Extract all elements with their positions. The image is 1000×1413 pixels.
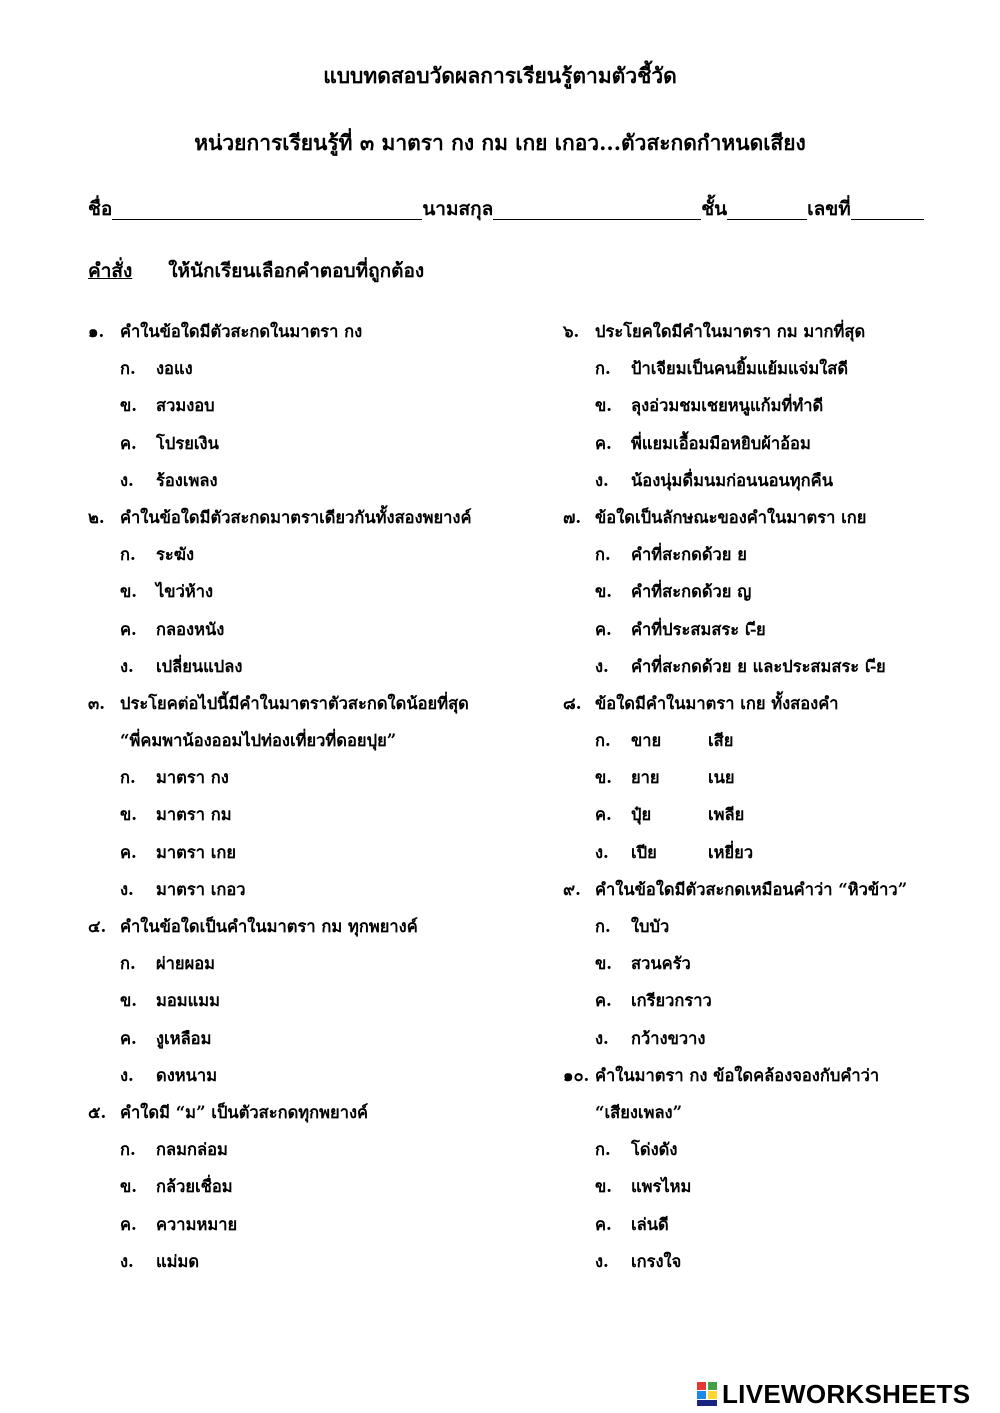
option-8-b[interactable]: ข. ยาย เนย	[595, 768, 735, 788]
option-6-b[interactable]: ข. ลุงอ่วมชมเชยหนูแก้มที่ทำดี	[595, 396, 824, 416]
questions-left-column	[88, 313, 538, 1280]
question-8	[563, 685, 983, 722]
question-6	[563, 313, 983, 350]
name-field[interactable]	[112, 197, 422, 220]
question-number: ๘.	[563, 693, 582, 713]
question-4	[88, 908, 538, 945]
option-9-b[interactable]: ข. สวนครัว	[595, 954, 691, 974]
option-2-b[interactable]: ข. ไขว่ห้าง	[120, 582, 214, 602]
question-3	[88, 685, 538, 722]
option-8-a[interactable]: ก. ขาย เสีย	[595, 731, 734, 751]
option-10-a[interactable]: ก. โด่งดัง	[595, 1140, 678, 1160]
option-3-b[interactable]: ข. มาตรา กม	[120, 805, 232, 825]
option-7-d[interactable]: ง. คำที่สะกดด้วย ย และประสมสระ เ-ีย	[595, 656, 886, 676]
class-label: ชั้น	[701, 198, 728, 220]
surname-field[interactable]	[493, 197, 701, 220]
question-text: คำในข้อใดมีตัวสะกดในมาตรา กง	[120, 322, 363, 341]
question-7	[563, 499, 983, 536]
option-6-d[interactable]: ง. น้องนุ่มดื่มนมก่อนนอนทุกคืน	[595, 470, 833, 490]
option-1-c[interactable]: ค. โปรยเงิน	[120, 433, 219, 453]
option-4-c[interactable]: ค. งูเหลือม	[120, 1028, 212, 1048]
question-number: ๖.	[563, 322, 580, 341]
question-10	[563, 1057, 983, 1094]
question-number: ๕.	[88, 1102, 107, 1122]
option-1-a[interactable]: ก. งอแง	[120, 359, 193, 379]
option-1-d[interactable]: ง. ร้องเพลง	[120, 470, 218, 490]
option-5-c[interactable]: ค. ความหมาย	[120, 1214, 238, 1234]
option-4-d[interactable]: ง. ดงหนาม	[120, 1065, 218, 1085]
option-1-b[interactable]: ข. สวมงอบ	[120, 396, 215, 416]
option-10-d[interactable]: ง. เกรงใจ	[595, 1251, 682, 1271]
question-text: ประโยคต่อไปนี้มีคำในมาตราตัวสะกดใดน้อยที่สุด	[120, 693, 469, 713]
question-text: ข้อใดมีคำในมาตรา เกย ทั้งสองคำ	[595, 693, 839, 713]
instruction	[88, 256, 424, 286]
question-text: ข้อใดเป็นลักษณะของคำในมาตรา เกย	[595, 507, 867, 527]
option-6-a[interactable]: ก. ป้าเจียมเป็นคนยิ้มแย้มแจ่มใสดี	[595, 359, 849, 379]
option-7-b[interactable]: ข. คำที่สะกดด้วย ญ	[595, 582, 752, 602]
question-number: ๙.	[563, 879, 581, 899]
brand-name: LIVEWORKSHEETS	[722, 1378, 971, 1409]
question-5	[88, 1094, 538, 1131]
question-number: ๑๐.	[563, 1065, 590, 1085]
number-field[interactable]	[851, 197, 924, 220]
option-10-b[interactable]: ข. แพรไหม	[595, 1177, 692, 1197]
option-7-c[interactable]: ค. คำที่ประสมสระ เ-ีย	[595, 619, 766, 639]
question-text: คำใดมี “ม” เป็นตัวสะกดทุกพยางค์	[120, 1102, 369, 1122]
option-9-c[interactable]: ค. เกรียวกราว	[595, 991, 712, 1011]
option-8-d[interactable]: ง. เปีย เหยี่ยว	[595, 842, 754, 862]
question-text: คำในข้อใดมีตัวสะกดเหมือนคำว่า “หิวข้าว”	[595, 879, 908, 899]
option-5-b[interactable]: ข. กล้วยเชื่อม	[120, 1177, 233, 1197]
question-9	[563, 871, 983, 908]
option-2-d[interactable]: ง. เปลี่ยนแปลง	[120, 656, 243, 676]
instruction-text: ให้นักเรียนเลือกคำตอบที่ถูกต้อง	[168, 260, 425, 282]
option-4-b[interactable]: ข. มอมแมม	[120, 991, 221, 1011]
question-10-quote: “เสียงเพลง”	[595, 1102, 683, 1122]
option-8-c[interactable]: ค. ปุ๋ย เพลีย	[595, 805, 745, 825]
question-number: ๔.	[88, 917, 107, 936]
question-text: คำในข้อใดเป็นคำในมาตรา กม ทุกพยางค์	[120, 917, 418, 936]
number-label: เลขที่	[807, 198, 851, 220]
option-3-c[interactable]: ค. มาตรา เกย	[120, 842, 237, 862]
page-title: แบบทดสอบวัดผลการเรียนรู้ตามตัวชี้วัด	[323, 63, 677, 88]
question-1	[88, 313, 538, 350]
name-label: ชื่อ	[88, 198, 113, 220]
question-text: คำในมาตรา กง ข้อใดคล้องจองกับคำว่า	[595, 1065, 880, 1085]
question-number: ๑.	[88, 322, 105, 341]
instruction-label: คำสั่ง	[88, 260, 133, 282]
option-2-a[interactable]: ก. ระฆัง	[120, 545, 195, 565]
option-4-a[interactable]: ก. ผ่ายผอม	[120, 954, 216, 974]
page-subtitle: หน่วยการเรียนรู้ที่ ๓ มาตรา กง กม เกย เกอว...ตัวสะกดกำหนดเสียง	[194, 130, 806, 155]
option-2-c[interactable]: ค. กลองหนัง	[120, 619, 225, 639]
questions-right-column	[563, 313, 983, 1280]
question-text: คำในข้อใดมีตัวสะกดมาตราเดียวกันทั้งสองพยางค์	[120, 507, 472, 527]
surname-label: นามสกุล	[422, 198, 494, 220]
liveworksheets-logo-icon	[697, 1381, 719, 1407]
question-number: ๓.	[88, 693, 106, 713]
question-3-quote: “พี่คมพาน้องออมไปท่องเที่ยวที่ดอยปุย”	[120, 731, 397, 751]
question-number: ๒.	[88, 507, 105, 527]
option-3-a[interactable]: ก. มาตรา กง	[120, 768, 229, 788]
option-7-a[interactable]: ก. คำที่สะกดด้วย ย	[595, 545, 747, 565]
student-info-row	[88, 194, 924, 224]
option-10-c[interactable]: ค. เล่นดี	[595, 1214, 669, 1234]
option-9-d[interactable]: ง. กว้างขวาง	[595, 1028, 706, 1048]
question-number: ๗.	[563, 507, 582, 527]
option-5-d[interactable]: ง. แม่มด	[120, 1251, 200, 1271]
question-2	[88, 499, 538, 536]
option-5-a[interactable]: ก. กลมกล่อม	[120, 1140, 228, 1160]
option-3-d[interactable]: ง. มาตรา เกอว	[120, 879, 246, 899]
option-9-a[interactable]: ก. ใบบัว	[595, 917, 670, 936]
option-6-c[interactable]: ค. พี่แยมเอื้อมมือหยิบผ้าอ้อม	[595, 433, 811, 453]
class-field[interactable]	[727, 197, 807, 220]
liveworksheets-logo[interactable]	[697, 1378, 970, 1410]
question-text: ประโยคใดมีคำในมาตรา กม มากที่สุด	[595, 322, 866, 341]
